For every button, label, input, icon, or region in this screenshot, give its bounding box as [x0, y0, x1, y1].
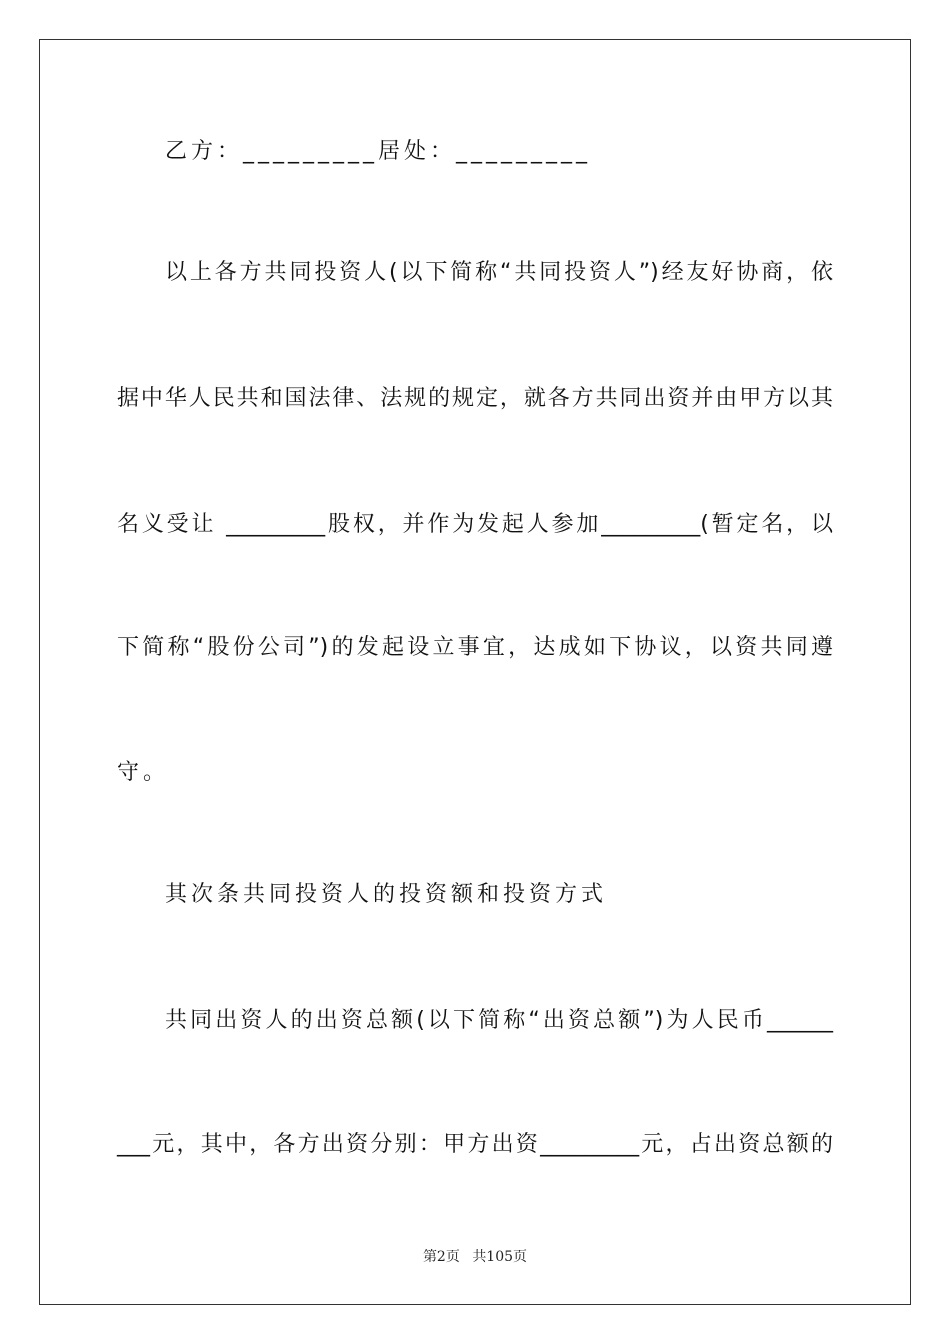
paragraph-line: ___元，其中，各方出资分别：甲方出资_________元，占出资总额的 — [117, 1132, 833, 1157]
paragraph-line: 以上各方共同投资人(以下简称“共同投资人”)经友好协商，依 — [165, 260, 833, 285]
paragraph-line: 守。 — [117, 760, 170, 785]
page-number: 第2页 — [422, 1249, 460, 1265]
total-pages: 共105页 — [472, 1249, 528, 1265]
page-footer — [0, 1246, 950, 1266]
page-border — [39, 39, 911, 1305]
party-b-line: 乙方：_________居处：_________ — [165, 139, 592, 164]
paragraph-line: 名义受让 _________股权，并作为发起人参加_________(暂定名，以 — [117, 512, 833, 537]
paragraph-line: 据中华人民共和国法律、法规的规定，就各方共同出资并由甲方以其 — [117, 386, 833, 411]
paragraph-line: 共同出资人的出资总额(以下简称“出资总额”)为人民币______ — [165, 1008, 833, 1033]
section-heading: 其次条共同投资人的投资额和投资方式 — [165, 882, 608, 907]
paragraph-line: 下简称“股份公司”)的发起设立事宜，达成如下协议，以资共同遵 — [117, 635, 833, 660]
